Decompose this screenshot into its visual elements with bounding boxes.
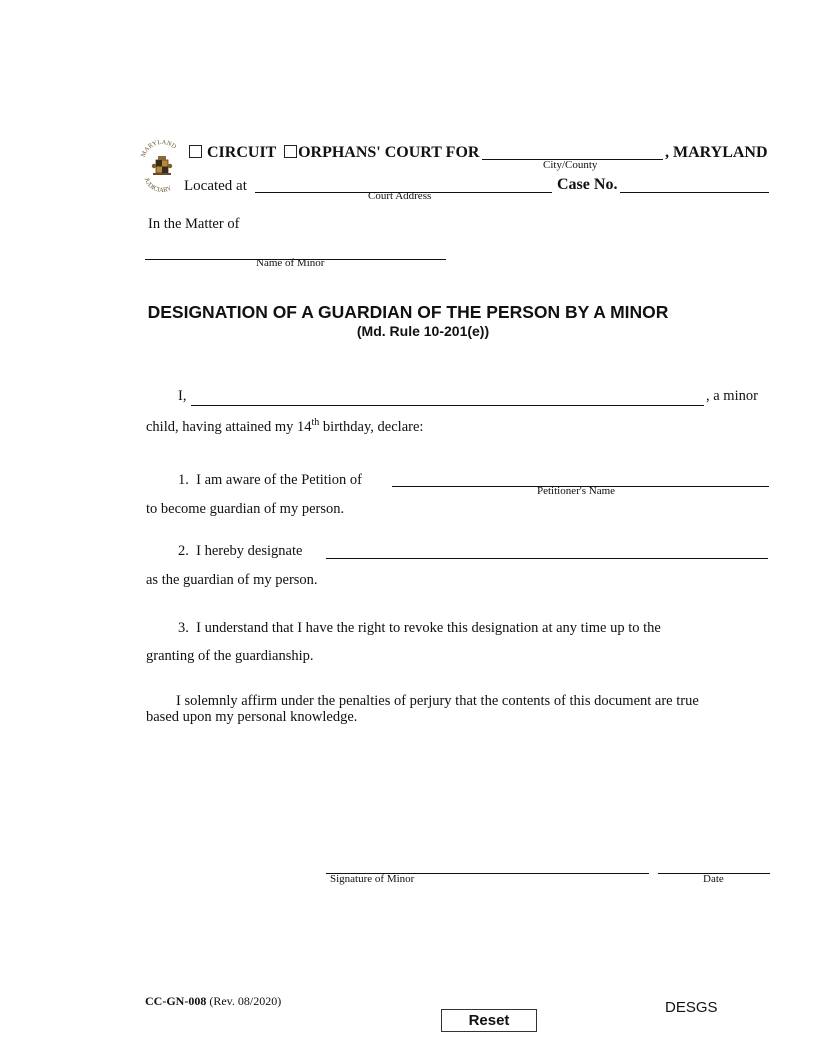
declaration-line2-end: birthday, declare: (319, 418, 424, 435)
item-3-number: 3. (178, 620, 189, 636)
ordinal-superscript: th (311, 417, 320, 428)
rule-reference: (Md. Rule 10-201(e)) (356, 323, 490, 339)
svg-text:JUDICIARY: JUDICIARY (142, 176, 173, 194)
date-caption: Date (703, 873, 724, 885)
case-number-input[interactable] (622, 176, 770, 192)
declaration-prefix: I, (178, 388, 187, 404)
declarant-name-input[interactable] (193, 389, 705, 405)
state-label: , MARYLAND (665, 144, 768, 161)
item-2-label: I hereby designate (196, 543, 303, 559)
affirmation-line-1: I solemnly affirm under the penalties of perjury that the contents of this document are true (176, 693, 699, 709)
form-id (145, 994, 281, 1009)
item-3-label: I understand that I have the right to revoke this designation at any time up to the (196, 620, 661, 636)
city-county-caption: City/County (543, 159, 598, 171)
declaration-line2 (146, 417, 423, 436)
name-of-minor-caption: Name of Minor (256, 257, 325, 269)
form-number: CC-GN-008 (145, 994, 207, 1008)
court-type-row (189, 144, 479, 162)
form-code: DESGS (665, 999, 718, 1016)
form-revision: (Rev. 08/2020) (206, 994, 282, 1008)
signature-input[interactable] (328, 857, 650, 873)
item-2-continuation: as the guardian of my person. (146, 572, 318, 588)
item-2-text (178, 543, 302, 560)
located-at-label: Located at (184, 178, 247, 194)
item-2-number: 2. (178, 543, 189, 559)
in-the-matter-of-label: In the Matter of (148, 216, 240, 232)
orphans-court-checkbox[interactable] (284, 145, 297, 158)
declaration-line2-text: child, having attained my 14 (146, 418, 312, 435)
petitioners-name-caption: Petitioner's Name (537, 485, 616, 497)
item-3-text (178, 620, 661, 637)
court-address-caption: Court Address (368, 190, 432, 202)
declaration-suffix: , a minor (706, 388, 758, 404)
item-1-text (178, 472, 362, 489)
petitioner-name-input[interactable] (394, 470, 770, 486)
item-1-number: 1. (178, 472, 189, 488)
case-number-label: Case No. (557, 176, 618, 193)
designated-guardian-input[interactable] (328, 542, 769, 558)
circuit-label: CIRCUIT (207, 144, 277, 161)
svg-text:MARYLAND: MARYLAND (139, 140, 178, 159)
circuit-checkbox[interactable] (189, 145, 202, 158)
maryland-judiciary-seal-icon (138, 140, 186, 194)
city-county-input[interactable] (484, 142, 664, 158)
date-input[interactable] (660, 857, 771, 873)
item-3-continuation: granting of the guardianship. (146, 648, 314, 664)
form-title: DESIGNATION OF A GUARDIAN OF THE PERSON BY A MINOR (147, 302, 669, 322)
orphans-court-label: ORPHANS' COURT FOR (298, 144, 480, 161)
item-1-continuation: to become guardian of my person. (146, 501, 345, 517)
reset-button[interactable]: Reset (441, 1009, 537, 1032)
signature-of-minor-caption: Signature of Minor (330, 873, 415, 885)
affirmation-line-2: based upon my personal knowledge. (146, 709, 358, 725)
item-1-label: I am aware of the Petition of (196, 472, 363, 488)
